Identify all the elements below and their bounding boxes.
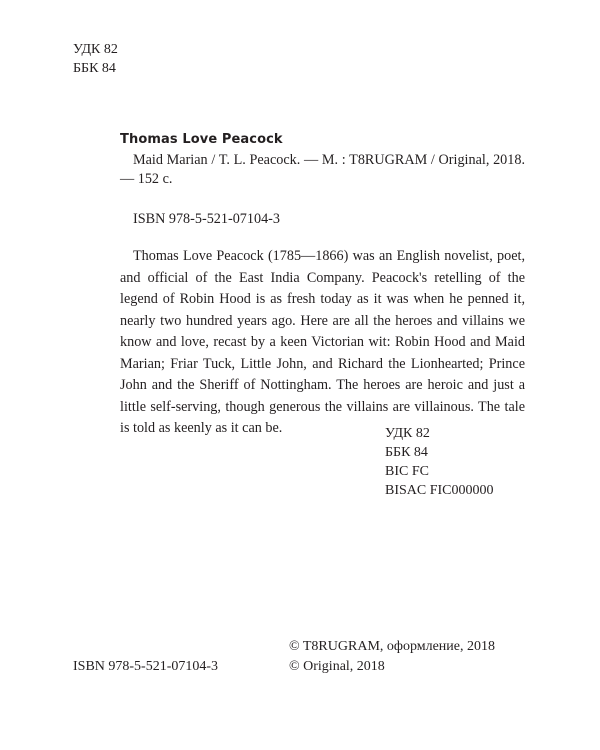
classification-code: ББК 84 xyxy=(385,445,428,460)
classification-codes xyxy=(385,424,494,500)
copyright-block xyxy=(289,637,495,677)
copyright-line: © T8RUGRAM, оформление, 2018 xyxy=(289,639,496,654)
annotation-text: Thomas Love Peacock (1785—1866) was an English novelist, poet, and official of the East India Company. Peacock's retelling of the legend of Robin Hood is as fresh today as it was when he penned it, nearly two hundred years ago. Here are all the heroes and villains we know and love, recast by a keen Victorian wit: Robin Hood and Maid Marian; Friar Tuck, Little John, and Richard the Lionhearted; Prince John and the Sheriff of Nottingham. The heroes are heroic and just a little self-serving, though generous the villains are villainous. The tale is told as keenly as it can be. xyxy=(120,248,525,436)
udk-code: УДК 82 xyxy=(73,42,118,57)
classification-code: BISAC FIC000000 xyxy=(385,483,494,498)
classification-code: УДК 82 xyxy=(385,426,430,441)
footer-isbn: ISBN 978-5-521-07104-3 xyxy=(73,659,219,674)
copyright-line: © Original, 2018 xyxy=(289,659,385,674)
isbn-number: ISBN 978-5-521-07104-3 xyxy=(133,211,280,227)
bibliographic-description: Maid Marian / T. L. Peacock. — M. : T8RUGRAM / Original, 2018. — 152 c. xyxy=(120,152,525,187)
top-classification-codes xyxy=(73,40,118,78)
bibliographic-record xyxy=(120,131,525,454)
bbk-code: ББК 84 xyxy=(73,61,116,76)
author-heading: Thomas Love Peacock xyxy=(120,132,283,147)
classification-code: BIC FC xyxy=(385,464,429,479)
